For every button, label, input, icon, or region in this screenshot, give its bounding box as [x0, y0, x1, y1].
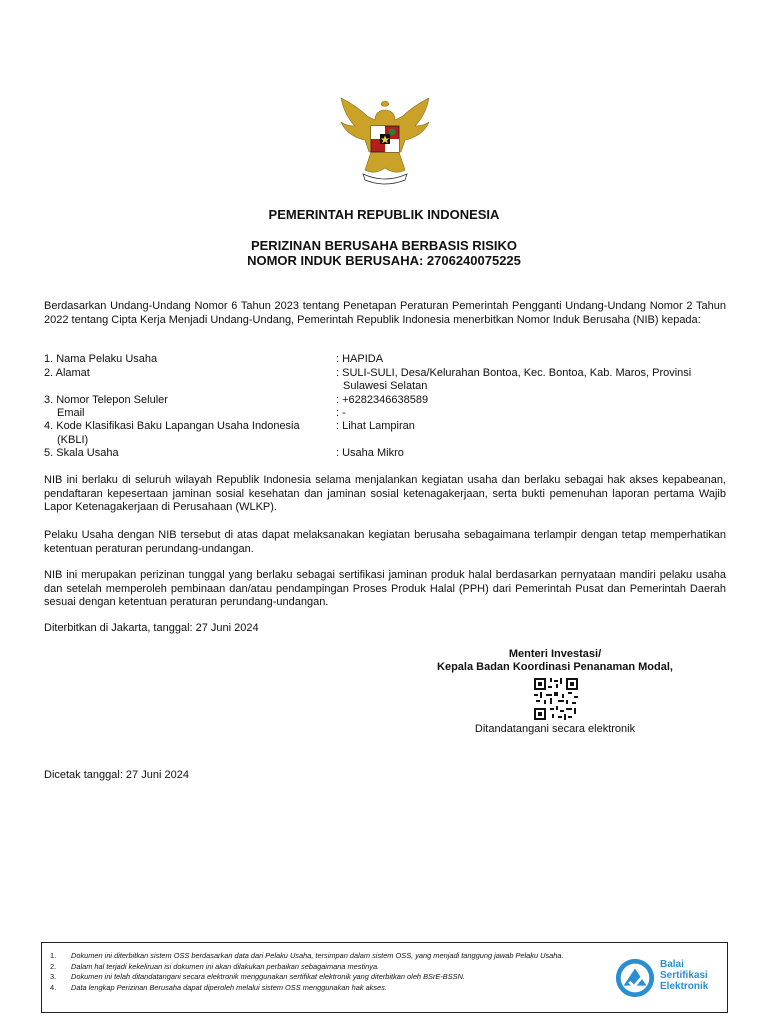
field-value-kbli: : Lihat Lampiran [336, 420, 415, 432]
field-label-scale: 5. Skala Usaha [44, 447, 119, 459]
footer-note: 2. Dalam hal terjadi kekeliruan isi dokumen ini akan dilakukan perbaikan sebagaimana mestinya. [50, 961, 380, 971]
field-value-email: : - [336, 407, 346, 419]
signatory-title: Menteri Investasi/ [508, 648, 602, 660]
field-label-email: Email [57, 407, 85, 419]
government-heading: PEMERINTAH REPUBLIK INDONESIA [268, 207, 500, 222]
footer-note: 1. Dokumen ini diterbitkan sistem OSS berdasarkan data dari Pelaku Usaha, tersimpan dalam sistem OSS, yang menjadi tanggung jawab Pelaku Usaha. [50, 951, 564, 960]
field-value-address: : SULI-SULI, Desa/Kelurahan Bontoa, Kec. Bontoa, Kab. Maros, Provinsi [336, 367, 692, 379]
footer-notes-list [50, 951, 610, 993]
footer-notes-box [41, 942, 728, 1013]
qr-code-icon [534, 678, 578, 720]
signatory-office: Kepala Badan Koordinasi Penanaman Modal, [437, 661, 673, 673]
field-label-kbli-cont: (KBLI) [57, 434, 89, 446]
issued-date: Diterbitkan di Jakarta, tanggal: 27 Juni 2024 [44, 622, 259, 634]
intro-paragraph: Berdasarkan Undang-Undang Nomor 6 Tahun 2023 tentang Penetapan Peraturan Pemerintah Pengganti Undang-Undang Nomor 2 Tahun 2022 tentang Cipta Kerja Menjadi Undang-Undang, Pemerintah Republik Indonesia menerbitkan Nomor Induk Berusaha (NIB) kepada: [44, 300, 726, 326]
nib-number: NOMOR INDUK BERUSAHA: 2706240075225 [247, 253, 521, 268]
electronic-signature-note: Ditandatangani secara elektronik [474, 723, 636, 735]
field-label-address: 2. Alamat [44, 367, 90, 379]
footer-note: 3. Dokumen ini telah ditandatangani secara elektronik menggunakan sertifikat elektronik yang diterbitkan oleh BSrE-BSSN. [50, 972, 465, 981]
field-value-address-cont: Sulawesi Selatan [343, 380, 428, 392]
field-label-kbli: 4. Kode Klasifikasi Baku Lapangan Usaha Indonesia [44, 420, 300, 432]
paragraph-halal: NIB ini merupakan perizinan tunggal yang berlaku sebagai sertifikasi jaminan produk halal berdasarkan pernyataan mandiri pelaku usaha dan setelah memperoleh pembinaan dan/atau pendampingan Proses Produk Halal (PPH) dari Pemerintah Pusat dan Pemerintah Daerah sesuai dengan ketentuan peraturan perundang-undangan. [44, 569, 726, 608]
paragraph-validity: NIB ini berlaku di seluruh wilayah Republik Indonesia selama menjalankan kegiatan usaha dan berlaku sebagai hak akses kepabeanan, pendaftaran kepesertaan jaminan sosial kesehatan dan jaminan sosial ketenagakerjaan, serta bukti pemenuhan laporan pertama Wajib Lapor Ketenagakerjaan di Perusahaan (WLKP). [44, 474, 726, 513]
bsre-logo [614, 957, 722, 999]
field-label-phone: 3. Nomor Telepon Seluler [44, 394, 168, 406]
field-label-name: 1. Nama Pelaku Usaha [44, 353, 158, 365]
bsre-logo-icon [614, 957, 656, 999]
document-title: PERIZINAN BERUSAHA BERBASIS RISIKO [250, 238, 518, 253]
bsre-logo-text: Balai Sertifikasi Elektronik [660, 959, 709, 992]
printed-date: Dicetak tanggal: 27 Juni 2024 [44, 769, 189, 781]
field-value-name: : HAPIDA [336, 353, 384, 365]
field-value-scale: : Usaha Mikro [336, 447, 404, 459]
field-value-phone: : +6282346638589 [336, 394, 429, 406]
garuda-emblem-icon [335, 92, 435, 192]
paragraph-activity: Pelaku Usaha dengan NIB tersebut di atas dapat melaksanakan kegiatan berusaha sebagaimana terlampir dengan tetap memperhatikan ketentuan peraturan perundang-undangan. [44, 529, 726, 555]
footer-note: 4. Data lengkap Perizinan Berusaha dapat diperoleh melalui sistem OSS menggunakan hak akses. [50, 982, 387, 992]
